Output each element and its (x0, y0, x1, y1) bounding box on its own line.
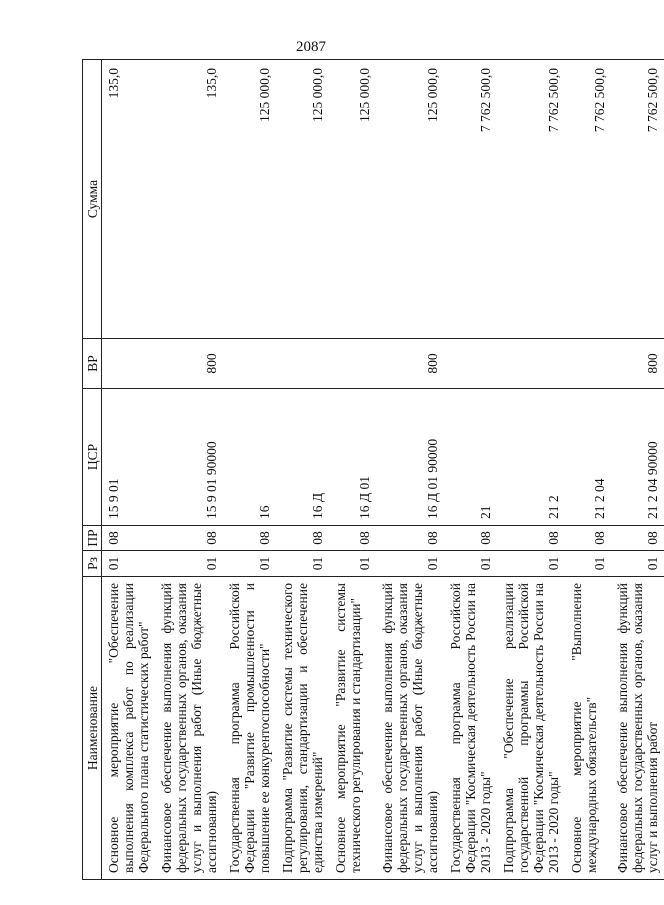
header-sum: Сумма (83, 60, 102, 339)
row-pr: 08 (565, 526, 611, 551)
row-vr (102, 339, 156, 389)
row-rz: 01 (276, 551, 329, 577)
row-pr: 08 (102, 526, 156, 551)
row-vr (223, 339, 276, 389)
row-sum: 125 000,0 (329, 60, 376, 339)
row-sum: 125 000,0 (223, 60, 276, 339)
header-csr: ЦСР (83, 389, 102, 526)
row-vr: 800 (376, 339, 444, 389)
row-csr: 15 9 01 (102, 389, 156, 526)
row-sum: 125 000,0 (276, 60, 329, 339)
row-vr (565, 339, 611, 389)
row-csr: 16 Д (276, 389, 329, 526)
row-name: Основное мероприятие "Обеспечение выполнения комплекса работ по реализации Федерального плана статистических работ" (102, 577, 156, 880)
row-pr: 08 (611, 526, 664, 551)
row-rz: 01 (329, 551, 376, 577)
row-sum: 7 762 500,0 (444, 60, 497, 339)
row-name: Государственная программа Российской Федерации "Развитие промышленности и повышение ее конкурентоспособности" (223, 577, 276, 880)
row-pr: 08 (329, 526, 376, 551)
row-pr: 08 (497, 526, 565, 551)
table-row (611, 60, 664, 880)
table-row (223, 60, 276, 880)
row-name: Финансовое обеспечение выполнения функций федеральных государственных органов, оказания услуг и выполнения работ (Иные бюджетные ассигнования) (155, 577, 223, 880)
row-sum: 135,0 (155, 60, 223, 339)
row-rz: 01 (444, 551, 497, 577)
table-row (497, 60, 565, 880)
row-pr: 08 (444, 526, 497, 551)
row-name: Государственная программа Российской Федерации "Космическая деятельность России на 2013 - 2020 годы" (444, 577, 497, 880)
row-csr: 21 2 (497, 389, 565, 526)
row-name: Основное мероприятие "Развитие системы технического регулирования и стандартизации" (329, 577, 376, 880)
row-name: Подпрограмма "Обеспечение реализации государственной программы Российской Федерации "Космическая деятельность России на 2013 - 2020 годы" (497, 577, 565, 880)
header-name: Наименование (83, 577, 102, 880)
row-sum: 7 762 500,0 (611, 60, 664, 339)
row-pr: 08 (376, 526, 444, 551)
row-vr: 800 (155, 339, 223, 389)
row-csr: 16 (223, 389, 276, 526)
row-pr: 08 (155, 526, 223, 551)
row-pr: 08 (223, 526, 276, 551)
row-name: Основное мероприятие "Выполнение международных обязательств" (565, 577, 611, 880)
rotated-table-wrapper (82, 60, 660, 880)
row-rz: 01 (155, 551, 223, 577)
row-csr: 16 Д 01 (329, 389, 376, 526)
table-row (155, 60, 223, 880)
header-pr: ПР (83, 526, 102, 551)
table-header-row (83, 60, 102, 880)
row-name: Финансовое обеспечение выполнения функций федеральных государственных органов, оказания услуг и выполнения работ (611, 577, 664, 880)
header-vr: ВР (83, 339, 102, 389)
header-rz: Рз (83, 551, 102, 577)
row-name: Финансовое обеспечение выполнения функций федеральных государственных органов, оказания услуг и выполнения работ (Иные бюджетные ассигнования) (376, 577, 444, 880)
row-rz: 01 (611, 551, 664, 577)
table-row (102, 60, 156, 880)
table-row (376, 60, 444, 880)
row-pr: 08 (276, 526, 329, 551)
row-sum: 7 762 500,0 (497, 60, 565, 339)
page-number: 2087 (296, 39, 326, 55)
row-csr: 21 2 04 (565, 389, 611, 526)
row-csr: 21 (444, 389, 497, 526)
table-row (565, 60, 611, 880)
table-row (276, 60, 329, 880)
row-vr: 800 (611, 339, 664, 389)
row-sum: 135,0 (102, 60, 156, 339)
row-rz: 01 (497, 551, 565, 577)
row-vr (329, 339, 376, 389)
row-sum: 125 000,0 (376, 60, 444, 339)
row-vr (444, 339, 497, 389)
row-rz: 01 (376, 551, 444, 577)
row-vr (276, 339, 329, 389)
row-csr: 16 Д 01 90000 (376, 389, 444, 526)
table-row (329, 60, 376, 880)
row-name: Подпрограмма "Развитие системы технического регулирования, стандартизации и обеспечение единства измерений" (276, 577, 329, 880)
budget-table (82, 59, 664, 880)
row-vr (497, 339, 565, 389)
row-rz: 01 (102, 551, 156, 577)
row-rz: 01 (223, 551, 276, 577)
row-csr: 21 2 04 90000 (611, 389, 664, 526)
row-csr: 15 9 01 90000 (155, 389, 223, 526)
table-row (444, 60, 497, 880)
row-sum: 7 762 500,0 (565, 60, 611, 339)
row-rz: 01 (565, 551, 611, 577)
